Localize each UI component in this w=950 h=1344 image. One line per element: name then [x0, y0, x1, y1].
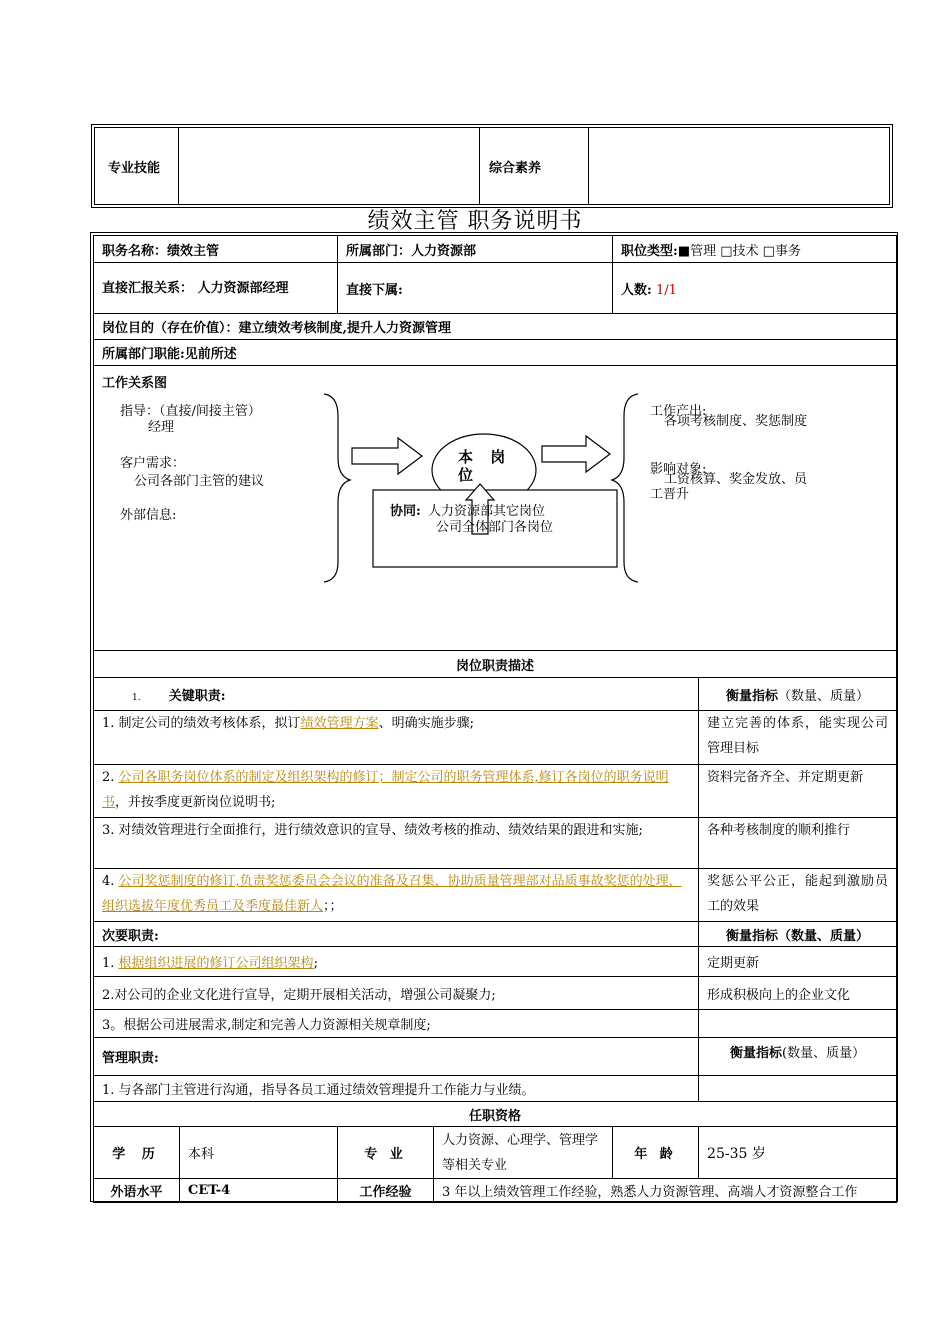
management-duty-1-measure — [699, 1076, 897, 1102]
output-value: 各项考核制度、奖惩制度 — [664, 414, 808, 429]
key-duty-2: 2. 公司各职务岗位体系的制定及组织架构的修订；制定公司的职务管理体系,修订各岗位的职务说明书，并按季度更新岗位说明书; — [94, 765, 699, 818]
diagram-heading: 工作关系图 — [102, 376, 168, 391]
report-line-cell: 直接汇报关系： 人力资源部经理 — [94, 263, 338, 314]
influence-label: 影响对象: — [650, 462, 707, 477]
job-type-cell — [613, 236, 897, 263]
headcount-cell — [613, 263, 897, 314]
document-title: 绩效主管 职务说明书 — [367, 209, 583, 234]
qualifications-section-title: 任职资格 — [94, 1102, 897, 1127]
left-arrow — [352, 438, 422, 474]
language-label: 外语水平 — [94, 1179, 180, 1203]
experience-label: 工作经验 — [338, 1179, 434, 1203]
key-duty-3-measure: 各种考核制度的顺利推行 — [699, 818, 897, 869]
key-duty-2-link[interactable]: 公司各职务岗位体系的制定及组织架构的修订；制定公司的职务管理体系,修订各岗位的职务说明书 — [102, 770, 669, 810]
center-position-label: 本 岗 位 — [458, 448, 512, 484]
department-cell: 所属部门：人力资源部 — [338, 236, 613, 263]
key-duty-1-link[interactable]: 绩效管理方案 — [300, 716, 379, 731]
key-duties-label: 关键职责: — [168, 688, 226, 704]
guide-value: 经理 — [148, 420, 175, 435]
coop-line-2: 公司全体部门各岗位 — [436, 520, 554, 535]
key-duty-4-measure: 奖惩公平公正，能起到激励员工的效果 — [699, 869, 897, 922]
major-label: 专 业 — [338, 1127, 434, 1179]
customer-label: 客户需求： — [120, 456, 186, 471]
duties-section-title: 岗位职责描述 — [94, 651, 897, 678]
coop-line-1: 人力资源部其它岗位 — [428, 504, 546, 519]
key-measure-header — [699, 678, 897, 711]
key-measure-suffix: （数量、质量） — [778, 688, 870, 704]
guide-label: 指导：（直接/间接主管） — [120, 404, 261, 419]
secondary-measure-header: 衡量指标（数量、质量） — [699, 922, 897, 947]
job-type-options: ■管理 □技术 □事务 — [677, 243, 801, 259]
secondary-duty-2-measure: 形成积极向上的企业文化 — [699, 977, 897, 1010]
customer-value: 公司各部门主管的建议 — [134, 474, 265, 489]
language-value: CET-4 — [180, 1179, 338, 1203]
education-value: 本科 — [180, 1127, 338, 1179]
secondary-duty-2: 2.对公司的企业文化进行宣导，定期开展相关活动，增强公司凝聚力; — [94, 977, 699, 1010]
right-arrow — [542, 436, 610, 472]
skill-label: 专业技能 — [108, 161, 161, 176]
job-purpose: 岗位目的（存在价值）：建立绩效考核制度,提升人力资源管理 — [94, 314, 897, 340]
department-function: 所属部门职能:见前所述 — [94, 340, 897, 366]
job-title-cell: 职务名称：绩效主管 — [94, 236, 338, 263]
secondary-duty-1: 1. 根据组织进展的修订公司组织架构; — [94, 947, 699, 977]
left-brace — [324, 394, 350, 582]
key-duty-1-measure: 建立完善的体系，能实现公司管理目标 — [699, 711, 897, 765]
key-duty-4-link[interactable]: 公司奖惩制度的修订,负责奖惩委员会会议的准备及召集，协助质量管理部对品质事故奖惩的处理，组织选拔年度优秀员工及季度最佳新人 — [102, 874, 682, 914]
management-measure-header: 衡量指标(数量、质量） — [699, 1038, 897, 1076]
headcount-label: 人数: — [621, 282, 652, 298]
experience-value: 3 年以上绩效管理工作经验，熟悉人力资源管理、高端人才资源整合工作 — [434, 1179, 897, 1203]
coop-label: 协同: — [390, 504, 421, 519]
job-type-label: 职位类型: — [621, 243, 678, 259]
external-label: 外部信息: — [120, 508, 177, 523]
education-label: 学 历 — [94, 1127, 180, 1179]
key-duties-number: 1. — [132, 692, 141, 703]
top-table — [91, 124, 893, 208]
major-value: 人力资源、心理学、管理学等相关专业 — [434, 1127, 613, 1179]
influence-value: 工资核算、奖金发放、员工晋升 — [650, 472, 808, 502]
key-duty-2-measure: 资料完备齐全、并定期更新 — [699, 765, 897, 818]
age-label: 年 龄 — [613, 1127, 699, 1179]
headcount-value: 1/1 — [655, 282, 677, 298]
secondary-duty-3: 3。根据公司进展需求,制定和完善人力资源相关规章制度; — [94, 1010, 699, 1038]
key-duty-4: 4. 公司奖惩制度的修订,负责奖惩委员会会议的准备及召集，协助质量管理部对品质事故奖惩的处理，组织选拔年度优秀员工及季度最佳新人；； — [94, 869, 699, 922]
secondary-duty-1-measure: 定期更新 — [699, 947, 897, 977]
secondary-duty-1-link[interactable]: 根据组织进展的修订公司组织架构 — [118, 956, 314, 971]
main-table — [93, 235, 896, 1203]
secondary-duty-3-measure — [699, 1010, 897, 1038]
key-measure-label: 衡量指标 — [726, 688, 779, 704]
secondary-duties-label: 次要职责: — [94, 922, 699, 947]
output-label: 工作产出: — [650, 404, 707, 419]
management-duties-label: 管理职责: — [94, 1038, 699, 1076]
management-duty-1: 1. 与各部门主管进行沟通，指导各员工通过绩效管理提升工作能力与业绩。 — [94, 1076, 699, 1102]
key-duty-3: 3. 对绩效管理进行全面推行，进行绩效意识的宣导、绩效考核的推动、绩效结果的跟进和实施; — [94, 818, 699, 869]
age-value: 25-35 岁 — [699, 1127, 897, 1179]
key-duties-header — [94, 678, 699, 711]
key-duty-1: 1. 制定公司的绩效考核体系，拟订绩效管理方案、明确实施步骤; — [94, 711, 699, 765]
quality-label: 综合素养 — [489, 161, 542, 176]
relationship-diagram — [94, 366, 897, 651]
subordinate-cell: 直接下属: — [338, 263, 613, 314]
